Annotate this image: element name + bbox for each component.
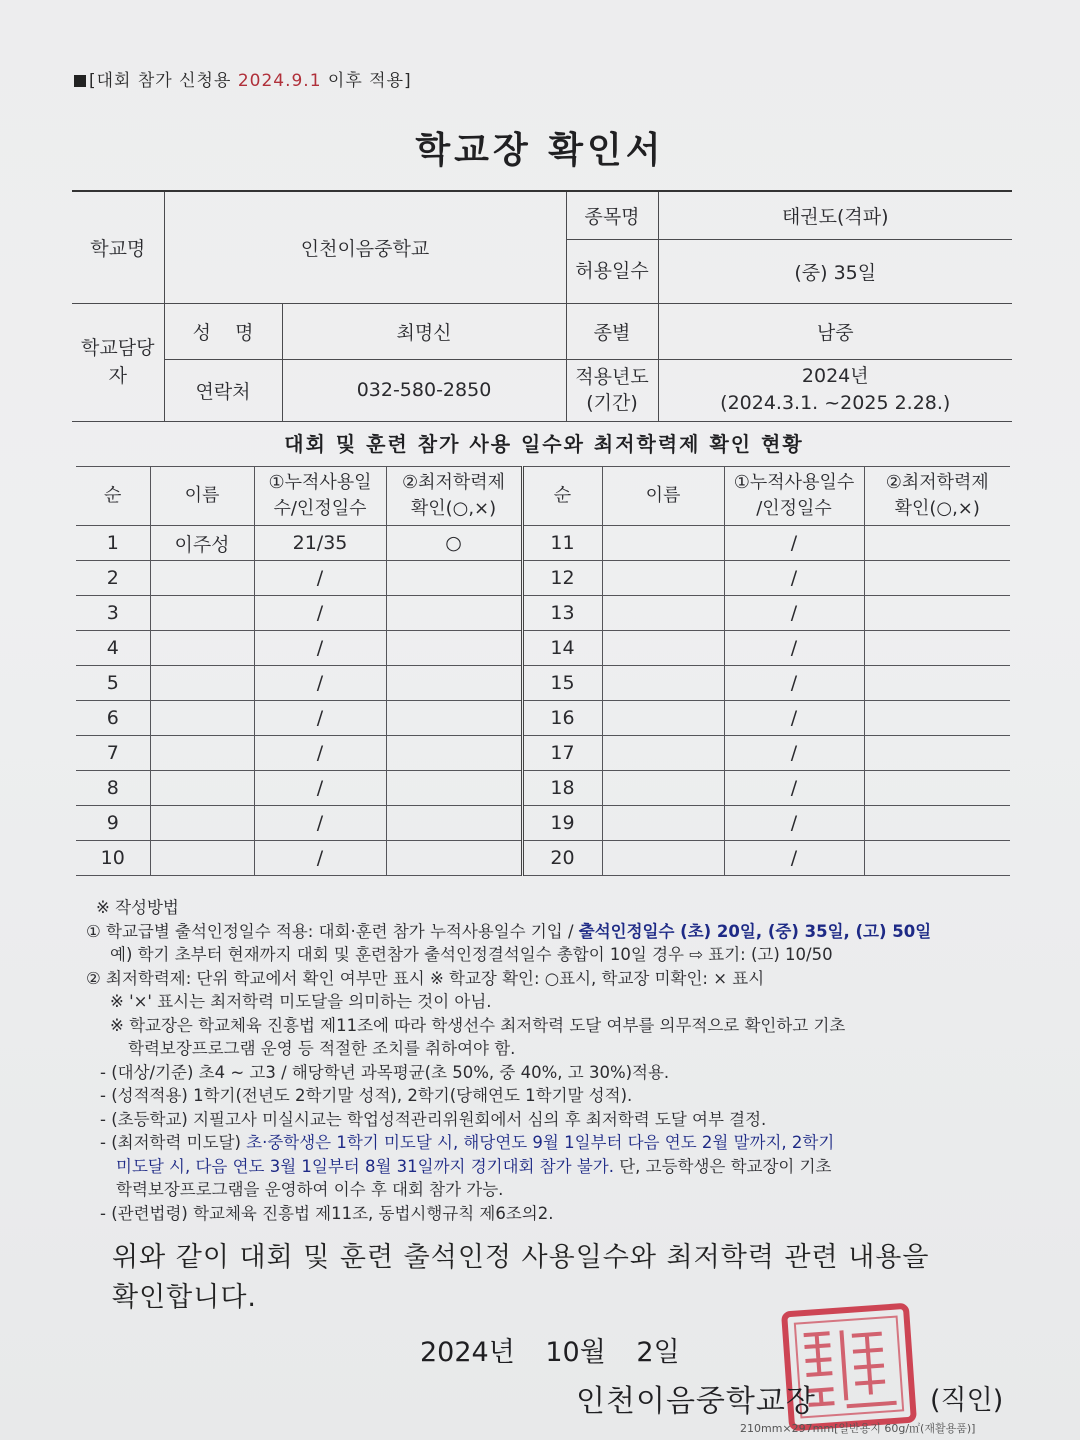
- header-no-right: 순: [522, 467, 602, 526]
- row-check-right: [864, 561, 1010, 596]
- table-row: [76, 771, 1010, 806]
- note-2-remark-2: ※ 학교장은 학교체육 진흥법 제11조에 따라 학생선수 최저학력 도달 여부를 의무적으로 확인하고 기초: [110, 1015, 846, 1035]
- row-number: 9: [76, 806, 150, 841]
- usage-table: [76, 466, 1010, 876]
- row-check: [386, 771, 522, 806]
- row-number-right: 20: [522, 841, 602, 876]
- allowed-days-label: 허용일수: [566, 239, 658, 303]
- row-number: 4: [76, 631, 150, 666]
- row-check: ○: [386, 526, 522, 561]
- row-name: [150, 806, 254, 841]
- row-name: [150, 841, 254, 876]
- year-period: [658, 359, 1012, 421]
- row-days-right: /: [724, 666, 864, 701]
- row-name: 이주성: [150, 526, 254, 561]
- table-row: [76, 561, 1010, 596]
- row-number: 1: [76, 526, 150, 561]
- row-number-right: 14: [522, 631, 602, 666]
- header-days-right: ①누적사용일수 /인정일수: [724, 467, 864, 526]
- row-number: 6: [76, 701, 150, 736]
- bullet-law: - (관련법령) 학교체육 진흥법 제11조, 동법시행규칙 제6조의2.: [100, 1203, 554, 1223]
- row-name: [150, 596, 254, 631]
- row-number-right: 12: [522, 561, 602, 596]
- note-2: ② 최저학력제: 단위 학교에서 확인 여부만 표시 ※ 학교장 확인: ○표시, 학교장 미확인: × 표시: [86, 968, 765, 988]
- row-number-right: 19: [522, 806, 602, 841]
- row-check: [386, 596, 522, 631]
- table-row: [76, 806, 1010, 841]
- row-name-right: [602, 596, 724, 631]
- row-check-right: [864, 701, 1010, 736]
- table-row: [76, 631, 1010, 666]
- row-check-right: [864, 806, 1010, 841]
- bullet-not-reached-cont-2: 학력보장프로그램을 운영하여 이수 후 대회 참가 가능.: [116, 1180, 504, 1199]
- school-info-table: [72, 190, 1012, 422]
- row-days: /: [254, 701, 386, 736]
- row-number-right: 18: [522, 771, 602, 806]
- header-name-right: 이름: [602, 467, 724, 526]
- row-days: /: [254, 666, 386, 701]
- sport: 태권도(격파): [658, 191, 1012, 239]
- table-row: [76, 596, 1010, 631]
- row-days: /: [254, 596, 386, 631]
- bullet-grades: - (성적적용) 1학기(전년도 2학기말 성적), 2학기(당해연도 1학기말 성적).: [100, 1086, 633, 1105]
- row-days-right: /: [724, 736, 864, 771]
- row-number: 5: [76, 666, 150, 701]
- row-number: 7: [76, 736, 150, 771]
- name-label: 성 명: [164, 303, 282, 359]
- confirmation-date: 2024년 10월 2일: [420, 1337, 680, 1368]
- row-days-right: /: [724, 526, 864, 561]
- notes-heading: ※ 작성방법: [96, 898, 179, 917]
- confirmation-text: 위와 같이 대회 및 훈련 출석인정 사용일수와 최저학력 관련 내용을 확인합니다.: [112, 1242, 930, 1313]
- row-number-right: 17: [522, 736, 602, 771]
- row-check-right: [864, 841, 1010, 876]
- note-1: ① 학교급별 출석인정일수 적용: 대회·훈련 참가 누적사용일수 기입 / 출석인정일수 (초) 20일, (중) 35일, (고) 50일: [86, 921, 932, 941]
- row-number-right: 15: [522, 666, 602, 701]
- note-2-remark-2-cont: 학력보장프로그램 운영 등 적절한 조치를 취하여야 함.: [128, 1039, 516, 1058]
- table-row: [76, 841, 1010, 876]
- school-name: 인천이음중학교: [164, 191, 566, 303]
- row-check-right: [864, 666, 1010, 701]
- row-name-right: [602, 806, 724, 841]
- row-days-right: /: [724, 841, 864, 876]
- row-check: [386, 841, 522, 876]
- row-name: [150, 561, 254, 596]
- table-row: [76, 526, 1010, 561]
- usage-section-title: 대회 및 훈련 참가 사용 일수와 최저학력제 확인 현황: [284, 432, 804, 456]
- manager-label: 학교담당자: [72, 303, 164, 421]
- row-name-right: [602, 736, 724, 771]
- row-name-right: [602, 561, 724, 596]
- row-days-right: /: [724, 771, 864, 806]
- sport-label: 종목명: [566, 191, 658, 239]
- year: 2024년: [801, 365, 869, 387]
- row-check-right: [864, 771, 1010, 806]
- row-name-right: [602, 631, 724, 666]
- row-name-right: [602, 771, 724, 806]
- row-days: /: [254, 736, 386, 771]
- document-title: 학교장 확인서: [415, 130, 665, 171]
- period: (2024.3.1. ~2025 2.28.): [720, 392, 951, 414]
- row-days: /: [254, 631, 386, 666]
- row-number: 10: [76, 841, 150, 876]
- row-days-right: /: [724, 701, 864, 736]
- header-days: ①누적사용일 수/인정일수: [254, 467, 386, 526]
- category: 남중: [658, 303, 1012, 359]
- manager-name: 최명신: [282, 303, 566, 359]
- allowed-days: (중) 35일: [658, 239, 1012, 303]
- row-check-right: [864, 631, 1010, 666]
- paper-spec: 210mm×297mm[일반용지 60g/㎡(재활용품)]: [740, 1422, 976, 1435]
- row-name-right: [602, 666, 724, 701]
- row-days-right: /: [724, 631, 864, 666]
- row-days: /: [254, 561, 386, 596]
- square-bullet-icon: [74, 75, 86, 87]
- row-name: [150, 736, 254, 771]
- note-2-remark-1: ※ '×' 표시는 최저학력 미도달을 의미하는 것이 아님.: [110, 992, 492, 1011]
- row-check: [386, 561, 522, 596]
- row-name: [150, 631, 254, 666]
- header-note: [대회 참가 신청용 2024.9.1 이후 적용]: [74, 66, 412, 91]
- row-days-right: /: [724, 561, 864, 596]
- row-days: /: [254, 771, 386, 806]
- row-name-right: [602, 841, 724, 876]
- row-check-right: [864, 526, 1010, 561]
- header-no: 순: [76, 467, 150, 526]
- bullet-target: - (대상/기준) 초4 ~ 고3 / 해당학년 과목평균(초 50%, 중 40%, 고 30%)적용.: [100, 1062, 670, 1082]
- row-check: [386, 666, 522, 701]
- row-number-right: 16: [522, 701, 602, 736]
- bullet-not-reached-cont: 미도달 시, 다음 연도 3월 1일부터 8월 31일까지 경기대회 참가 불가. 단, 고등학생은 학교장이 기초: [116, 1156, 832, 1176]
- year-label: 적용년도 (기간): [566, 359, 658, 421]
- writing-instructions: [86, 896, 1016, 1225]
- row-check: [386, 631, 522, 666]
- row-check-right: [864, 736, 1010, 771]
- category-label: 종별: [566, 303, 658, 359]
- row-name: [150, 666, 254, 701]
- seal-label: (직인): [930, 1385, 1004, 1416]
- row-name-right: [602, 526, 724, 561]
- header-check-right: ②최저학력제 확인(○,×): [864, 467, 1010, 526]
- table-row: [76, 736, 1010, 771]
- bullet-elementary: - (초등학교) 지필고사 미실시교는 학업성적관리위원회에서 심의 후 최저학력 도달 여부 결정.: [100, 1109, 767, 1129]
- row-check: [386, 736, 522, 771]
- row-check: [386, 701, 522, 736]
- row-days: /: [254, 806, 386, 841]
- row-name: [150, 771, 254, 806]
- contact-label: 연락처: [164, 359, 282, 421]
- row-number-right: 11: [522, 526, 602, 561]
- header-date: 2024.9.1: [237, 71, 322, 91]
- principal-name: 인천이음중학교장: [576, 1384, 816, 1419]
- row-days-right: /: [724, 806, 864, 841]
- contact: 032-580-2850: [282, 359, 566, 421]
- school-name-label: 학교명: [72, 191, 164, 303]
- header-check: ②최저학력제 확인(○,×): [386, 467, 522, 526]
- row-number: 3: [76, 596, 150, 631]
- row-number-right: 13: [522, 596, 602, 631]
- row-check-right: [864, 596, 1010, 631]
- row-days-right: /: [724, 596, 864, 631]
- row-number: 2: [76, 561, 150, 596]
- row-days: 21/35: [254, 526, 386, 561]
- row-check: [386, 806, 522, 841]
- row-name: [150, 701, 254, 736]
- row-days: /: [254, 841, 386, 876]
- usage-header-row: [76, 467, 1010, 526]
- row-number: 8: [76, 771, 150, 806]
- row-name-right: [602, 701, 724, 736]
- table-row: [76, 701, 1010, 736]
- table-row: [76, 666, 1010, 701]
- note-1-example: 예) 학기 초부터 현재까지 대회 및 훈련참가 출석인정결석일수 총합이 10일 경우 ⇨ 표기: (고) 10/50: [110, 945, 833, 964]
- header-name: 이름: [150, 467, 254, 526]
- bullet-not-reached: - (최저학력 미도달) 초·중학생은 1학기 미도달 시, 해당연도 9월 1일부터 다음 연도 2월 말까지, 2학기: [100, 1133, 835, 1152]
